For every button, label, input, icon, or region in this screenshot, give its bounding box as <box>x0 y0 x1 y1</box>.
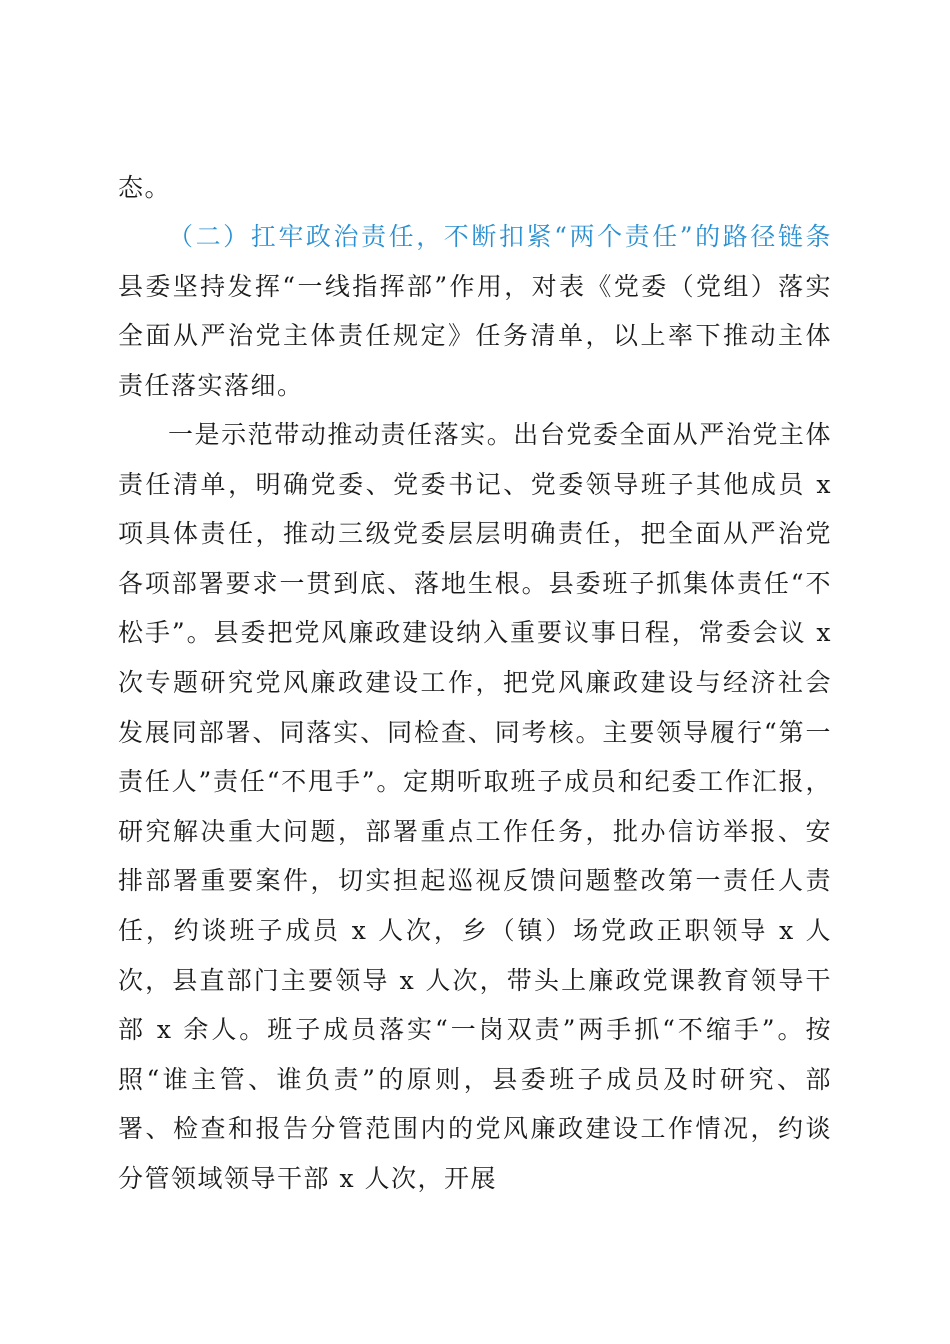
section-block <box>118 212 832 410</box>
continuation-line <box>118 163 832 213</box>
body-paragraph: 一是示范带动推动责任落实。出台党委全面从严治党主体责任清单，明确党委、党委书记、党委领导班子其他成员 x 项具体责任，推动三级党委层层明确责任，把全面从严治党各项部署要求一贯到底、落地生根。县委班子抓集体责任“不松手”。县委把党风廉政建设纳入重要议事日程，常委会议 x 次专题研究党风廉政建设工作，把党风廉政建设与经济社会发展同部署、同落实、同检查、同考核。主要领导履行“第一责任人”责任“不甩手”。定期听取班子成员和纪委工作汇报，研究解决重大问题，部署重点工作任务，批办信访举报、安排部署重要案件，切实担起巡视反馈问题整改第一责任人责任，约谈班子成员 x 人次，乡（镇）场党政正职领导 x 人次，县直部门主要领导 x 人次，带头上廉政党课教育领导干部 x 余人。班子成员落实“一岗双责”两手抓“不缩手”。按照“谁主管、谁负责”的原则，县委班子成员及时研究、部署、检查和报告分管范围内的党风廉政建设工作情况，约谈分管领域领导干部 x 人次，开展 <box>118 420 832 1193</box>
section-heading: （二）扛牢政治责任，不断扣紧“两个责任”的路径链条 <box>168 222 832 251</box>
section-paragraph <box>118 212 832 410</box>
section-body-text: 县委坚持发挥“一线指挥部”作用，对表《党委（党组）落实全面从严治党主体责任规定》任务清单，以上率下推动主体责任落实落细。 <box>118 271 832 400</box>
body-paragraph-block <box>118 410 832 1204</box>
line-end-text: 态。 <box>118 173 172 202</box>
